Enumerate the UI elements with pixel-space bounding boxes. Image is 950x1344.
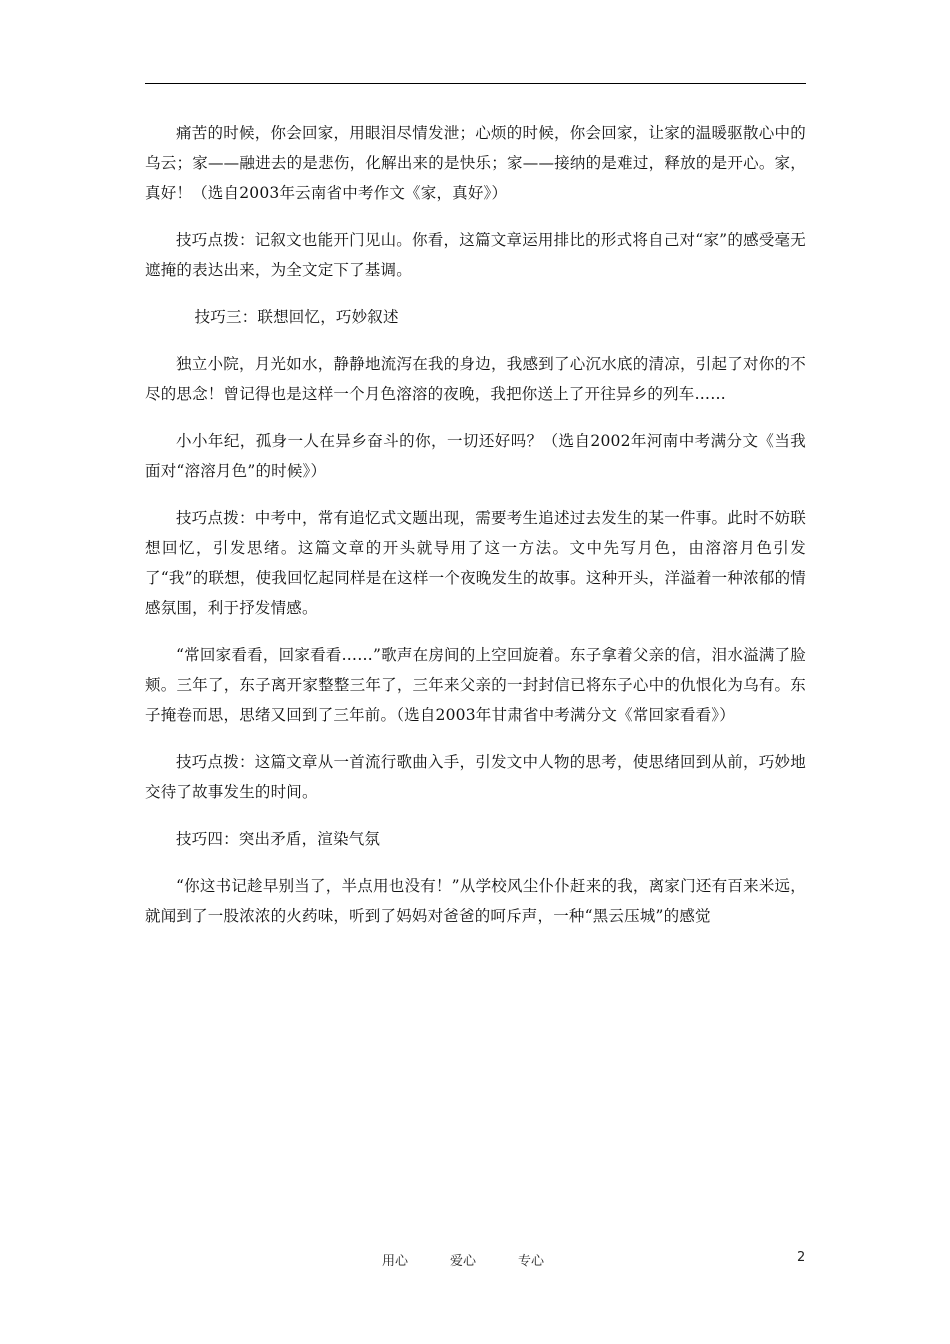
header-rule xyxy=(145,83,806,84)
paragraph: “常回家看看，回家看看……”歌声在房间的上空回旋着。东子拿着父亲的信，泪水溢满了脸颊。三年了，东子离开家整整三年了，三年来父亲的一封封信已将东子心中的仇恨化为乌有。东子掩卷而思，思绪又回到了三年前。（选自2003年甘肃省中考满分文《常回家看看》） xyxy=(145,646,806,724)
paragraph: 技巧点拨：记叙文也能开门见山。你看，这篇文章运用排比的形式将自己对“家”的感受毫无遮掩的表达出来，为全文定下了基调。 xyxy=(145,231,806,279)
footer-motto: 用心 xyxy=(382,1254,409,1269)
paragraph: 痛苦的时候，你会回家，用眼泪尽情发泄；心烦的时候，你会回家，让家的温暖驱散心中的乌云；家——融进去的是悲伤，化解出来的是快乐；家——接纳的是难过，释放的是开心。家，真好！（选自2003年云南省中考作文《家，真好》） xyxy=(145,124,806,202)
paragraph: 技巧点拨：这篇文章从一首流行歌曲入手，引发文中人物的思考，使思绪回到从前，巧妙地交待了故事发生的时间。 xyxy=(145,753,806,801)
footer-motto: 爱心 xyxy=(450,1254,477,1269)
paragraph: 独立小院，月光如水，静静地流泻在我的身边，我感到了心沉水底的清凉，引起了对你的不尽的思念！曾记得也是这样一个月色溶溶的夜晚，我把你送上了开往异乡的列车…… xyxy=(145,355,806,403)
section-heading: 技巧三：联想回忆，巧妙叙述 xyxy=(194,308,399,326)
paragraph: “你这书记趁早别当了，半点用也没有！”从学校风尘仆仆赶来的我，离家门还有百来米远，就闻到了一股浓浓的火药味，听到了妈妈对爸爸的呵斥声，一种“黑云压城”的感觉 xyxy=(145,877,806,925)
section-heading: 技巧四：突出矛盾，渲染气氛 xyxy=(176,830,381,848)
page-number: 2 xyxy=(797,1250,806,1265)
document-body xyxy=(145,118,806,948)
paragraph: 技巧点拨：中考中，常有追忆式文题出现，需要考生追述过去发生的某一件事。此时不妨联想回忆，引发思绪。这篇文章的开头就导用了这一方法。文中先写月色，由溶溶月色引发了“我”的联想，使我回忆起同样是在这样一个夜晚发生的故事。这种开头，洋溢着一种浓郁的情感氛围，利于抒发情感。 xyxy=(145,509,806,617)
footer-mottos xyxy=(382,1250,544,1269)
paragraph: 小小年纪，孤身一人在异乡奋斗的你，一切还好吗？（选自2002年河南中考满分文《当我面对“溶溶月色”的时候》） xyxy=(145,432,806,480)
page-footer xyxy=(0,1250,950,1270)
footer-motto: 专心 xyxy=(518,1254,545,1269)
